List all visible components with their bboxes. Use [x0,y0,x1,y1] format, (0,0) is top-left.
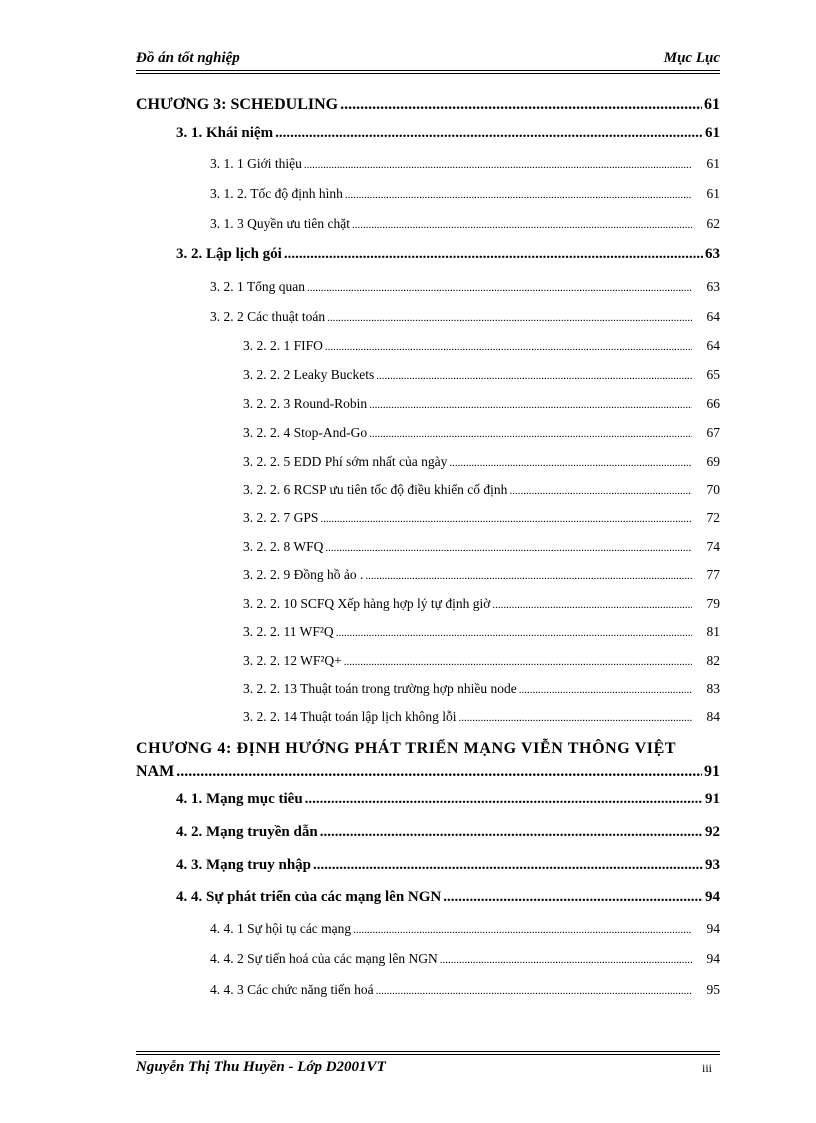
toc-page-number: 64 [706,338,720,353]
toc-entry-label: 3. 2. 2. 10 SCFQ Xếp hàng hợp lý tự định giờ [243,596,491,611]
toc-dot-leader [313,857,703,874]
toc-entry-label: 4. 4. Sự phát triển của các mạng lên NGN [176,889,442,905]
toc-entry-label: 3. 2. Lập lịch gói [176,246,282,262]
toc-dot-leader [353,921,692,937]
toc-entry-label: 3. 1. 3 Quyền ưu tiên chặt [210,216,351,231]
page-footer [136,1058,720,1080]
toc-entry-label: 3. 2. 2 Các thuật toán [210,309,326,324]
toc-dot-leader [176,763,702,781]
toc-entry-label: 3. 1. Khái niệm [176,125,274,141]
toc-entry-label: 3. 2. 2. 8 WFQ [243,539,324,554]
toc-page-number: 61 [706,156,720,171]
toc-entry-label: 3. 2. 2. 4 Stop-And-Go [243,425,368,440]
footer-rule [136,1051,720,1052]
toc-dot-leader [492,596,692,612]
toc-subsection-3-2-1[interactable] [210,279,720,295]
header-document-title: Đồ án tốt nghiệp [136,50,240,66]
toc-page-number: 83 [706,681,720,696]
toc-dot-leader [440,951,692,967]
toc-dot-leader [305,791,703,808]
toc-dot-leader [449,454,692,470]
toc-page-number: 94 [706,951,720,966]
toc-entry-label: 4. 3. Mạng truy nhập [176,857,312,873]
toc-entry-label: 4. 4. 1 Sự hội tụ các mạng [210,921,352,936]
toc-page-number: 72 [706,510,720,525]
toc-page-number: 79 [706,596,720,611]
toc-section-3-1[interactable] [176,125,720,142]
toc-dot-leader [325,338,692,354]
toc-page-number: 81 [706,624,720,639]
toc-item-3-2-2-3[interactable] [243,396,720,412]
toc-entry-label: 3. 2. 2. 1 FIFO [243,338,323,353]
toc-dot-leader [275,125,703,142]
toc-page-number: 77 [706,567,720,582]
toc-page-number: 61 [706,186,720,201]
toc-dot-leader [352,216,692,232]
toc-entry-label: 3. 1. 1 Giới thiệu [210,156,302,171]
toc-page-number: 91 [704,763,720,780]
toc-entry-label: 4. 1. Mạng mục tiêu [176,791,303,807]
toc-item-3-2-2-7[interactable] [243,510,720,526]
toc-entry-label: CHƯƠNG 3: SCHEDULING [136,96,339,113]
toc-subsection-4-4-2[interactable] [210,951,720,967]
toc-page-number: 84 [706,709,720,724]
toc-item-3-2-2-12[interactable] [243,653,720,669]
toc-entry-label: 3. 2. 2. 3 Round-Robin [243,396,368,411]
toc-chapter-4-title-line2: NAM [136,763,175,780]
toc-item-3-2-2-6[interactable] [243,482,720,498]
toc-page-number: 91 [705,791,720,807]
toc-page-number: 62 [706,216,720,231]
toc-item-3-2-2-5[interactable] [243,454,720,470]
toc-subsection-3-1-1[interactable] [210,156,720,172]
toc-dot-leader [519,681,692,697]
toc-dot-leader [365,567,692,583]
footer-author: Nguyễn Thị Thu Huyền - Lớp D2001VT [136,1059,386,1075]
toc-item-3-2-2-2[interactable] [243,367,720,383]
toc-page-number: 65 [706,367,720,382]
footer-page-number: iii [701,1061,712,1075]
toc-dot-leader [458,709,692,725]
header-section-title: Mục Lục [663,50,720,66]
toc-entry-label: 3. 2. 2. 13 Thuật toán trong trường hợp nhiều node [243,681,517,696]
header-rule [136,70,720,71]
toc-page-number: 74 [706,539,720,554]
toc-entry-label: 4. 4. 3 Các chức năng tiến hoá [210,982,374,997]
toc-dot-leader [443,889,703,906]
toc-subsection-4-4-3[interactable] [210,982,720,998]
toc-dot-leader [336,624,692,640]
toc-page-number: 93 [705,857,720,873]
toc-entry-label: 3. 2. 2. 5 EDD Phí sớm nhất của ngày [243,454,448,469]
toc-page-number: 61 [705,125,720,141]
header-rule-secondary [136,73,720,74]
toc-entry-label: 3. 2. 2. 7 GPS [243,510,319,525]
toc-dot-leader [376,367,692,383]
toc-page-number: 82 [706,653,720,668]
toc-item-3-2-2-9[interactable] [243,567,720,583]
toc-item-3-2-2-8[interactable] [243,539,720,555]
toc-entry-label: 3. 2. 2. 2 Leaky Buckets [243,367,375,382]
toc-section-4-4[interactable] [176,889,720,906]
toc-entry-label: 3. 2. 2. 14 Thuật toán lập lịch không lỗi [243,709,457,724]
toc-page-number: 64 [706,309,720,324]
toc-dot-leader [320,510,692,526]
toc-page-number: 67 [706,425,720,440]
toc-dot-leader [369,396,692,412]
toc-dot-leader [509,482,692,498]
toc-page-number: 63 [705,246,720,262]
toc-entry-label: 3. 2. 2. 11 WF²Q [243,624,334,639]
toc-entry-label: 3. 2. 2. 6 RCSP ưu tiên tốc độ điều khiển cố định [243,482,508,497]
toc-subsection-4-4-1[interactable] [210,921,720,937]
toc-item-3-2-2-10[interactable] [243,596,720,612]
toc-section-3-2[interactable] [176,246,720,263]
toc-section-4-2[interactable] [176,824,720,841]
toc-section-4-3[interactable] [176,857,720,874]
toc-entry-label: 4. 4. 2 Sự tiến hoá của các mạng lên NGN [210,951,438,966]
toc-page-number: 61 [704,96,720,113]
toc-item-3-2-2-1[interactable] [243,338,720,354]
toc-entry-label: 3. 2. 2. 9 Đồng hồ ảo . [243,567,364,582]
toc-dot-leader [344,653,692,669]
toc-chapter-4-title-line1: CHƯƠNG 4: ĐỊNH HƯỚNG PHÁT TRIỂN MẠNG VIỄN THÔNG VIỆT [136,740,677,757]
toc-item-3-2-2-14[interactable] [243,709,720,725]
toc-item-3-2-2-11[interactable] [243,624,720,640]
toc-subsection-3-2-2[interactable] [210,309,720,325]
toc-chapter-3[interactable] [136,96,720,114]
toc-entry-label: 3. 1. 2. Tốc độ định hình [210,186,343,201]
toc-section-4-1[interactable] [176,791,720,808]
toc-dot-leader [325,539,692,555]
toc-dot-leader [284,246,703,263]
toc-page-number: 69 [706,454,720,469]
toc-dot-leader [376,982,692,998]
toc-entry-label: 3. 2. 1 Tổng quan [210,279,305,294]
toc-item-3-2-2-4[interactable] [243,425,720,441]
toc-chapter-4[interactable] [136,740,720,758]
toc-page-number: 63 [706,279,720,294]
toc-dot-leader [307,279,692,295]
toc-entry-label: 4. 2. Mạng truyền dẫn [176,824,318,840]
page-header [136,48,720,70]
toc-entry-label: 3. 2. 2. 12 WF²Q+ [243,653,342,668]
toc-dot-leader [340,96,702,114]
toc-page-number: 92 [705,824,720,840]
toc-page-number: 94 [705,889,720,905]
toc-page-number: 94 [706,921,720,936]
toc-dot-leader [320,824,703,841]
toc-dot-leader [369,425,692,441]
toc-item-3-2-2-13[interactable] [243,681,720,697]
toc-page-number: 95 [706,982,720,997]
toc-chapter-4-continuation[interactable] [136,763,720,781]
toc-dot-leader [345,186,692,202]
footer-rule-secondary [136,1054,720,1055]
toc-page-number: 66 [706,396,720,411]
toc-dot-leader [304,156,692,172]
toc-subsection-3-1-3[interactable] [210,216,720,232]
toc-page-number: 70 [706,482,720,497]
toc-subsection-3-1-2[interactable] [210,186,720,202]
toc-dot-leader [327,309,692,325]
